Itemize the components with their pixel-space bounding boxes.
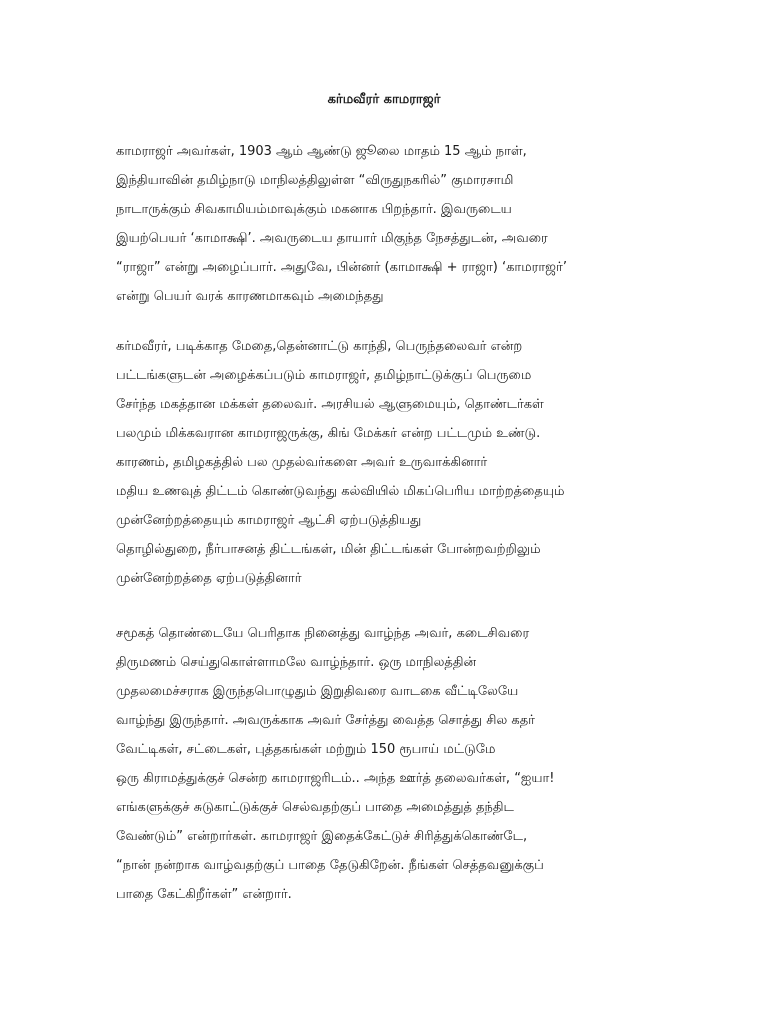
paragraph-3 xyxy=(116,619,676,909)
text-line: சேர்ந்த மகத்தான மக்கள் தலைவர். அரசியல் ஆளுமையும், தொண்டர்கள் xyxy=(116,397,544,412)
paragraph-1 xyxy=(116,137,676,311)
text-line: தொழில்துறை, நீர்பாசனத் திட்டங்கள், மின் திட்டங்கள் போன்றவற்றிலும் xyxy=(116,542,541,557)
text-line: வாழ்ந்து இருந்தார். அவருக்காக அவர் சேர்த்து வைத்த சொத்து சில கதர் xyxy=(116,713,535,728)
text-line: முதலமைச்சராக இருந்தபொழுதும் இறுதிவரை வாடகை வீட்டிலேயே xyxy=(116,684,519,699)
text-line: மதிய உணவுத் திட்டம் கொண்டுவந்து கல்வியில் மிகப்பெரிய மாற்றத்தையும் xyxy=(116,484,565,499)
text-line: “ராஜா” என்று அழைப்பார். அதுவே, பின்னர் (காமாக்ஷி + ராஜா) ‘காமராஜர்’ xyxy=(116,260,567,275)
text-line: வேட்டிகள், சட்டைகள், புத்தகங்கள் மற்றும் 150 ரூபாய் மட்டுமே xyxy=(116,742,496,757)
paragraph-2 xyxy=(116,332,676,593)
text-line: காரணம், தமிழகத்தில் பல முதல்வர்களை அவர் உருவாக்கினார் xyxy=(116,455,488,470)
document-title: கர்மவீரர் காமராஜர் xyxy=(327,92,441,107)
text-line: “நான் நன்றாக வாழ்வதற்குப் பாதை தேடுகிறேன். நீங்கள் செத்தவனுக்குப் xyxy=(116,858,544,873)
text-line: முன்னேற்றத்தை ஏற்படுத்தினார் xyxy=(116,571,302,586)
text-line: நாடாருக்கும் சிவகாமியம்மாவுக்கும் மகனாக பிறந்தார். இவருடைய xyxy=(116,202,512,217)
text-line: பட்டங்களுடன் அழைக்கப்படும் காமராஜர், தமிழ்நாட்டுக்குப் பெருமை xyxy=(116,368,532,383)
text-line: சமூகத் தொண்டையே பெரிதாக நினைத்து வாழ்ந்த அவர், கடைசிவரை xyxy=(116,626,530,641)
text-line: பலமும் மிக்கவரான காமராஜருக்கு, கிங் மேக்கர் என்ற பட்டமும் உண்டு. xyxy=(116,426,541,441)
text-line: காமராஜர் அவர்கள், 1903 ஆம் ஆண்டு ஜூலை மாதம் 15 ஆம் நாள், xyxy=(116,144,527,159)
text-line: பாதை கேட்கிறீர்கள்” என்றார். xyxy=(116,887,292,902)
text-line: என்று பெயர் வரக் காரணமாகவும் அமைந்தது xyxy=(116,289,384,304)
text-line: ஒரு கிராமத்துக்குச் சென்ற காமராஜரிடம்.. அந்த ஊர்த் தலைவர்கள், “ஐயா! xyxy=(116,771,555,786)
text-line: இயற்பெயர் ‘காமாக்ஷி’. அவருடைய தாயார் மிகுந்த நேசத்துடன், அவரை xyxy=(116,231,548,246)
text-line: கர்மவீரர், படிக்காத மேதை,தென்னாட்டு காந்தி, பெருந்தலைவர் என்ற xyxy=(116,339,523,354)
text-line: திருமணம் செய்துகொள்ளாமலே வாழ்ந்தார். ஒரு மாநிலத்தின் xyxy=(116,655,477,670)
text-line: முன்னேற்றத்தையும் காமராஜர் ஆட்சி ஏற்படுத்தியது xyxy=(116,513,422,528)
text-line: வேண்டும்” என்றார்கள். காமராஜர் இதைக்கேட்டுச் சிரித்துக்கொண்டே, xyxy=(116,829,528,844)
text-line: எங்களுக்குச் சுடுகாட்டுக்குச் செல்வதற்குப் பாதை அமைத்துத் தந்திட xyxy=(116,800,514,815)
text-line: இந்தியாவின் தமிழ்நாடு மாநிலத்திலுள்ள “விருதுநகரில்” குமாரசாமி xyxy=(116,173,514,188)
